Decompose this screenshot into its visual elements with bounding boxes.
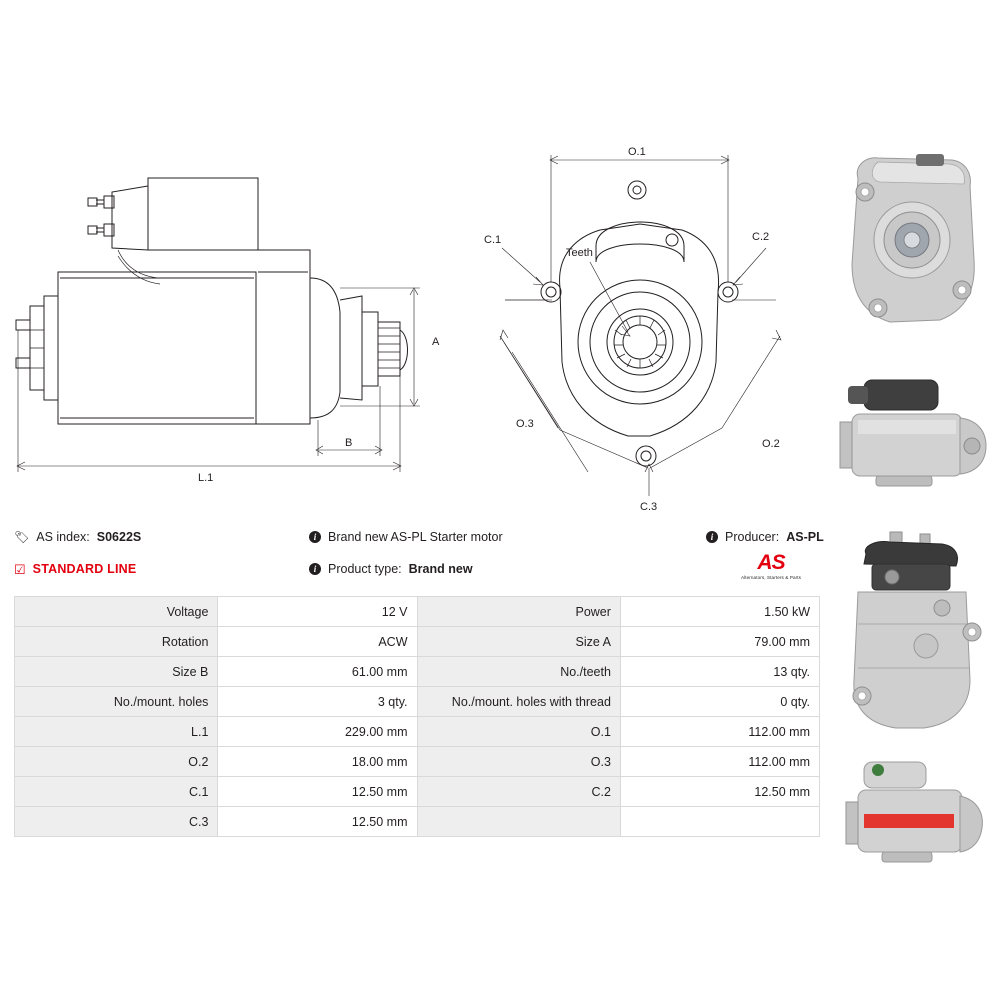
side-view-drawing (16, 178, 440, 484)
spec-key-empty (417, 807, 620, 837)
aspl-logo (728, 552, 814, 580)
spec-value-empty (620, 807, 819, 837)
info-icon: i (309, 531, 321, 543)
spec-value: 12 V (218, 597, 417, 627)
product-type-value: Brand new (408, 562, 473, 576)
table-row (15, 687, 820, 717)
standard-line-row (14, 562, 136, 576)
product-info-strip (14, 524, 824, 588)
standard-line-label: STANDARD LINE (32, 562, 137, 576)
technical-drawings (0, 0, 820, 520)
spec-key: O.3 (417, 747, 620, 777)
producer-value: AS-PL (786, 530, 824, 544)
label-o3: O.3 (516, 418, 534, 430)
info-icon: i (309, 563, 321, 575)
info-icon: i (706, 531, 718, 543)
spec-key: O.2 (15, 747, 218, 777)
table-row (15, 597, 820, 627)
label-c1: C.1 (484, 234, 502, 246)
tag-icon: 🏷 (14, 530, 30, 544)
spec-key: O.1 (417, 717, 620, 747)
label-o1: O.1 (628, 146, 646, 158)
spec-value: 0 qty. (620, 687, 819, 717)
spec-value: 12.50 mm (218, 807, 417, 837)
spec-key: C.2 (417, 777, 620, 807)
spec-key: No./teeth (417, 657, 620, 687)
product-type-label: Product type: (328, 562, 402, 576)
spec-key: Voltage (15, 597, 218, 627)
as-index-label: AS index: (36, 530, 90, 544)
producer-row (706, 530, 824, 544)
aspl-logo-mark: AS (757, 551, 785, 574)
spec-value: 79.00 mm (620, 627, 819, 657)
table-row (15, 807, 820, 837)
label-o2: O.2 (762, 438, 780, 450)
table-row (15, 717, 820, 747)
starter-photo-rear (820, 520, 1000, 750)
table-row (15, 747, 820, 777)
spec-key: C.1 (15, 777, 218, 807)
spec-key: Size B (15, 657, 218, 687)
table-row (15, 657, 820, 687)
label-size-b: B (345, 437, 353, 449)
as-index-value: S0622S (96, 530, 142, 544)
spec-key: Size A (417, 627, 620, 657)
table-row (15, 627, 820, 657)
label-l1: L.1 (198, 472, 214, 484)
spec-key: Power (417, 597, 620, 627)
spec-key: Rotation (15, 627, 218, 657)
label-teeth: Teeth (566, 247, 593, 259)
spec-value: 18.00 mm (218, 747, 417, 777)
aspl-logo-subtitle: Alternators, Starters & Parts (740, 575, 802, 580)
table-row (15, 777, 820, 807)
spec-value: 61.00 mm (218, 657, 417, 687)
spec-value: 112.00 mm (620, 717, 819, 747)
spec-key: No./mount. holes (15, 687, 218, 717)
product-type-row (309, 562, 473, 576)
spec-value: 112.00 mm (620, 747, 819, 777)
spec-value: 229.00 mm (218, 717, 417, 747)
specifications-table (14, 596, 820, 837)
spec-value: 13 qty. (620, 657, 819, 687)
spec-value: 1.50 kW (620, 597, 819, 627)
spec-value: 12.50 mm (218, 777, 417, 807)
product-description: Brand new AS-PL Starter motor (328, 530, 503, 544)
label-c2: C.2 (752, 231, 770, 243)
starter-photo-side (820, 358, 1000, 518)
spec-key: C.3 (15, 807, 218, 837)
spec-key: L.1 (15, 717, 218, 747)
product-photo-column (820, 0, 1000, 1000)
label-size-a: A (432, 336, 440, 348)
description-row (309, 530, 503, 544)
checkbox-checked-icon: ☑ (14, 561, 26, 577)
producer-label: Producer: (725, 530, 780, 544)
starter-photo-front-angle (820, 140, 1000, 355)
line-art-svg (0, 0, 820, 520)
front-view-drawing (484, 146, 781, 513)
spec-key: No./mount. holes with thread (417, 687, 620, 717)
spec-value: 3 qty. (218, 687, 417, 717)
spec-value: ACW (218, 627, 417, 657)
starter-photo-solenoid (820, 752, 1000, 892)
label-c3: C.3 (640, 501, 658, 513)
as-index-row (14, 530, 141, 544)
spec-value: 12.50 mm (620, 777, 819, 807)
